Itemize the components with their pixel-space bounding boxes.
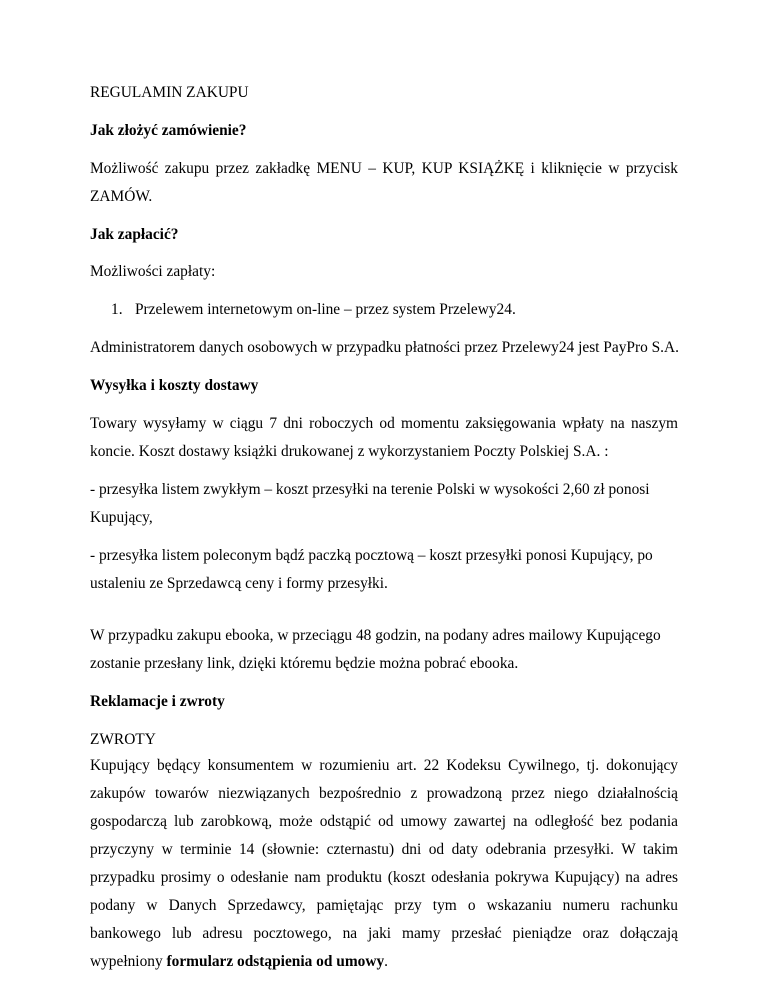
- returns-last-suffix: .: [384, 953, 389, 970]
- returns-line: bankowego lub adresu pocztowego, na jaki mamy przesłać pieniądze oraz dołączają: [90, 925, 678, 942]
- returns-line: przypadku prosimy o odesłanie nam produktu (koszt odesłania pokrywa Kupujący) na adres: [90, 869, 678, 886]
- returns-line: gospodarczą lub zarobkową, może odstąpić od umowy zawartej na odległość bez podania: [90, 813, 678, 830]
- shipping-text-line-2: koncie. Koszt dostawy książki drukowanej z wykorzystaniem Poczty Polskiej S.A. :: [90, 443, 609, 460]
- returns-line: podany w Danych Sprzedawcy, pamiętając przy tym o wskazaniu numeru rachunku: [90, 897, 678, 914]
- shipping-text-line-1: Towary wysyłamy w ciągu 7 dni roboczych od momentu zaksięgowania wpłaty na naszym: [90, 415, 678, 432]
- returns-subheading: ZWROTY: [90, 731, 156, 748]
- returns-last-line: [90, 953, 388, 971]
- shipping-option-2-line-1: - przesyłka listem poleconym bądź paczką pocztową – koszt przesyłki ponosi Kupujący, po: [90, 547, 653, 564]
- order-text-line-2: ZAMÓW.: [90, 188, 153, 205]
- shipping-option-2-line-2: ustaleniu ze Sprzedawcą ceny i formy przesyłki.: [90, 575, 388, 592]
- payment-heading: Jak zapłacić?: [90, 226, 179, 243]
- shipping-option-1-line-2: Kupujący,: [90, 509, 153, 526]
- shipping-heading: Wysyłka i koszty dostawy: [90, 377, 259, 394]
- returns-last-prefix: wypełniony: [90, 953, 167, 970]
- payment-method-number: 1.: [111, 301, 123, 318]
- withdrawal-form-link: formularz odstąpienia od umowy: [166, 953, 385, 970]
- returns-line: zakupów towarów niezwiązanych bezpośrednio z prowadzoną przez niego działalnością: [90, 785, 678, 802]
- shipping-option-1-line-1: - przesyłka listem zwykłym – koszt przesyłki na terenie Polski w wysokości 2,60 zł ponosi: [90, 481, 650, 498]
- payment-admin-note: Administratorem danych osobowych w przypadku płatności przez Przelewy24 jest PayPro S.A.: [90, 339, 679, 356]
- payment-intro: Możliwości zapłaty:: [90, 263, 216, 280]
- document-title: REGULAMIN ZAKUPU: [90, 84, 249, 101]
- returns-line: przyczyny w terminie 14 (słownie: czternastu) dni od daty odebrania przesyłki. W takim: [90, 841, 678, 858]
- ebook-line-2: zostanie przesłany link, dzięki któremu będzie można pobrać ebooka.: [90, 655, 519, 672]
- returns-line: Kupujący będący konsumentem w rozumieniu art. 22 Kodeksu Cywilnego, tj. dokonujący: [90, 757, 678, 774]
- order-text-line-1: Możliwość zakupu przez zakładkę MENU – KUP, KUP KSIĄŻKĘ i kliknięcie w przycisk: [90, 160, 678, 177]
- order-heading: Jak złożyć zamówienie?: [90, 122, 247, 139]
- returns-heading: Reklamacje i zwroty: [90, 693, 225, 710]
- payment-method-text: Przelewem internetowym on-line – przez system Przelewy24.: [135, 301, 516, 318]
- ebook-line-1: W przypadku zakupu ebooka, w przeciągu 48 godzin, na podany adres mailowy Kupującego: [90, 627, 661, 644]
